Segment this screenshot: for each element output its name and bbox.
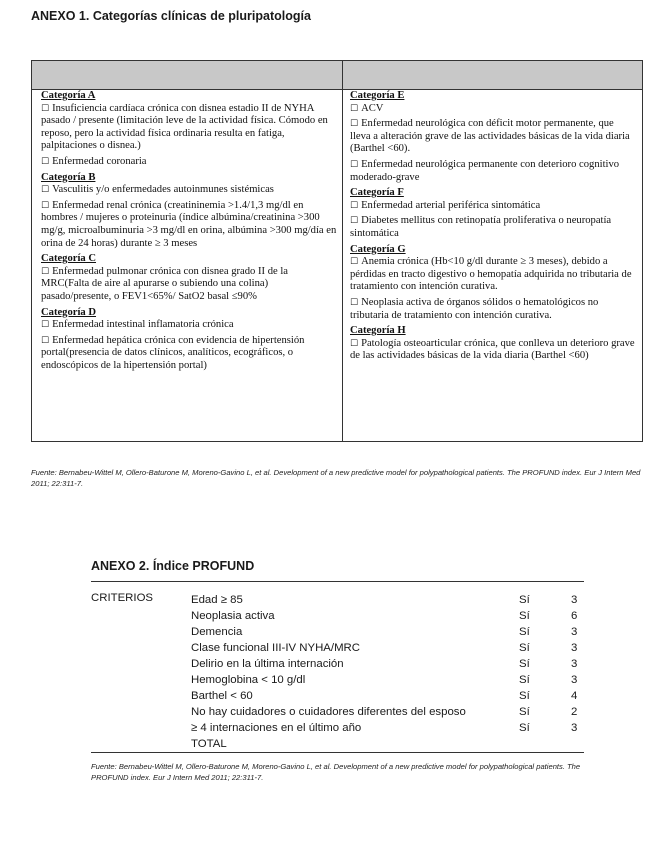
checkbox-icon: ☐ bbox=[350, 159, 359, 170]
checkbox-icon: ☐ bbox=[41, 335, 50, 346]
checkbox-icon: ☐ bbox=[41, 200, 50, 211]
table-row bbox=[191, 736, 591, 752]
annex1-source-note: Fuente: Bernabeu-Wittel M, Ollero-Baturone M, Moreno-Gavino L, et al. Development of a new predictive model for polypathological patients. The PROFUND index. Eur J Intern Med 2011; 22:311-7. bbox=[31, 468, 641, 488]
category-f-item-1: ☐ Enfermedad arterial periférica sintomática bbox=[350, 199, 541, 211]
yes-cell: Sí bbox=[519, 690, 530, 702]
category-e-heading: Categoría E bbox=[350, 90, 405, 101]
points-cell: 6 bbox=[571, 610, 578, 622]
annex1-table-header bbox=[32, 61, 642, 90]
table-row bbox=[191, 688, 591, 704]
points-cell: 3 bbox=[571, 674, 578, 686]
category-a-heading: Categoría A bbox=[41, 90, 96, 101]
table-row bbox=[191, 640, 591, 656]
annex2-bottom-rule bbox=[91, 752, 584, 753]
points-cell: 3 bbox=[571, 626, 578, 638]
category-b-heading: Categoría B bbox=[41, 171, 96, 183]
category-a-item-1: ☐ Insuficiencia cardíaca crónica con disnea estadio II de NYHA pasado / presente (limitación leve de la actividad física. Cómodo en reposo, pero la actividad física ordinaria resulta en fatiga, palpitaciones o disnea.) bbox=[41, 102, 328, 152]
checkbox-icon: ☐ bbox=[350, 216, 359, 227]
checkbox-icon: ☐ bbox=[41, 103, 50, 114]
category-d-item-2: ☐ Enfermedad hepática crónica con evidencia de hipertensión portal(presencia de datos clínicos, analíticos, ecográficos, o endoscópicos de la hipertensión portal) bbox=[41, 334, 305, 371]
checkbox-icon: ☐ bbox=[350, 200, 359, 211]
criterion-cell: Demencia bbox=[191, 626, 243, 638]
table-row bbox=[191, 656, 591, 672]
points-cell: 2 bbox=[571, 706, 578, 718]
category-g-item-1: ☐ Anemia crónica (Hb<10 g/dl durante ≥ 3 meses), debido a pérdidas en tracto digestivo o hemopatía adquirida no tributaria de tratamiento con intención curativa. bbox=[350, 256, 632, 293]
criterion-cell: ≥ 4 internaciones en el último año bbox=[191, 722, 362, 734]
checkbox-icon: ☐ bbox=[41, 266, 50, 277]
category-g-heading: Categoría G bbox=[350, 243, 406, 255]
checkbox-icon: ☐ bbox=[350, 103, 359, 114]
category-a-item-2: ☐ Enfermedad coronaria bbox=[41, 155, 147, 167]
annex1-left-column bbox=[41, 90, 337, 375]
annex1-right-column bbox=[350, 90, 636, 366]
yes-cell: Sí bbox=[519, 674, 530, 686]
category-b-item-2: ☐ Enfermedad renal crónica (creatininemia >1.4/1,3 mg/dl en hombres / mujeres o proteinuria (índice albúmina/creatinina >300 mg/g, microalbuminuria >3 mg/dl en orina, albúmina >300 mg/día en orina de 24 horas) durante ≥ 3 meses bbox=[41, 199, 337, 249]
table-row bbox=[191, 672, 591, 688]
annex1-table bbox=[31, 60, 643, 442]
criteria-label: CRITERIOS bbox=[91, 592, 154, 604]
annex1-title: ANEXO 1. Categorías clínicas de pluripatología bbox=[31, 9, 311, 23]
yes-cell: Sí bbox=[519, 626, 530, 638]
table-row bbox=[191, 624, 591, 640]
category-h-heading: Categoría H bbox=[350, 325, 406, 337]
checkbox-icon: ☐ bbox=[350, 297, 359, 308]
points-cell: 3 bbox=[571, 594, 578, 606]
criterion-cell: Hemoglobina < 10 g/dl bbox=[191, 674, 306, 686]
annex1-column-divider bbox=[342, 61, 343, 441]
points-cell: 3 bbox=[571, 722, 578, 734]
category-b-item-1: ☐ Vasculitis y/o enfermedades autoinmunes sistémicas bbox=[41, 184, 274, 196]
points-cell: 3 bbox=[571, 658, 578, 670]
points-cell: 4 bbox=[571, 690, 578, 702]
category-f-heading: Categoría F bbox=[350, 187, 404, 199]
checkbox-icon: ☐ bbox=[41, 320, 50, 331]
category-h-item-1: ☐ Patología osteoarticular crónica, que conlleva un deterioro grave de las actividades básicas de la vida diaria (Barthel <60) bbox=[350, 337, 635, 362]
criterion-cell: No hay cuidadores o cuidadores diferentes del esposo bbox=[191, 706, 466, 718]
criterion-cell: Barthel < 60 bbox=[191, 690, 253, 702]
checkbox-icon: ☐ bbox=[41, 156, 50, 167]
criterion-cell: Edad ≥ 85 bbox=[191, 594, 243, 606]
table-row bbox=[191, 720, 591, 736]
checkbox-icon: ☐ bbox=[350, 119, 359, 130]
checkbox-icon: ☐ bbox=[350, 338, 359, 349]
checkbox-icon: ☐ bbox=[41, 185, 50, 196]
yes-cell: Sí bbox=[519, 706, 530, 718]
category-g-item-2: ☐ Neoplasia activa de órganos sólidos o hematológicos no tributaria de tratamiento con intención curativa. bbox=[350, 296, 599, 321]
points-cell: 3 bbox=[571, 642, 578, 654]
category-d-item-1: ☐ Enfermedad intestinal inflamatoria crónica bbox=[41, 319, 234, 331]
criterion-cell: Clase funcional III-IV NYHA/MRC bbox=[191, 642, 361, 654]
category-e-item-2: ☐ Enfermedad neurológica con déficit motor permanente, que lleva a alteración grave de las actividades básicas de la vida diaria (Barthel <60). bbox=[350, 118, 630, 155]
criterion-cell: Neoplasia activa bbox=[191, 610, 275, 622]
category-e-item-3: ☐ Enfermedad neurológica permanente con deterioro cognitivo moderado-grave bbox=[350, 158, 620, 183]
yes-cell: Sí bbox=[519, 610, 530, 622]
category-d-heading: Categoría D bbox=[41, 306, 97, 318]
criterion-cell: Delirio en la última internación bbox=[191, 658, 344, 670]
category-c-heading: Categoría C bbox=[41, 253, 97, 265]
yes-cell: Sí bbox=[519, 722, 530, 734]
criterion-cell: TOTAL bbox=[191, 738, 227, 750]
table-row bbox=[191, 704, 591, 720]
yes-cell: Sí bbox=[519, 594, 530, 606]
category-e-item-1: ☐ ACV bbox=[350, 102, 384, 114]
profund-table bbox=[191, 592, 591, 752]
annex2-title: ANEXO 2. Índice PROFUND bbox=[91, 559, 255, 573]
yes-cell: Sí bbox=[519, 642, 530, 654]
checkbox-icon: ☐ bbox=[350, 257, 359, 268]
table-row bbox=[191, 592, 591, 608]
category-f-item-2: ☐ Diabetes mellitus con retinopatía proliferativa o neuropatía sintomática bbox=[350, 215, 612, 239]
annex2-source-note: Fuente: Bernabeu-Wittel M, Ollero-Baturone M, Moreno-Gavino L, et al. Development of a new predictive model for polypathological patients. The PROFUND index. Eur J Intern Med 2011; 22:311-7. bbox=[91, 762, 581, 782]
yes-cell: Sí bbox=[519, 658, 530, 670]
category-c-item-1: ☐ Enfermedad pulmonar crónica con disnea grado II de la MRC(Falta de aire al apurarse o subiendo una colina) pasado/presente, o FEV1<65%/ SatO2 basal ≤90% bbox=[41, 265, 288, 302]
table-row bbox=[191, 608, 591, 624]
annex2-top-rule bbox=[91, 581, 584, 582]
